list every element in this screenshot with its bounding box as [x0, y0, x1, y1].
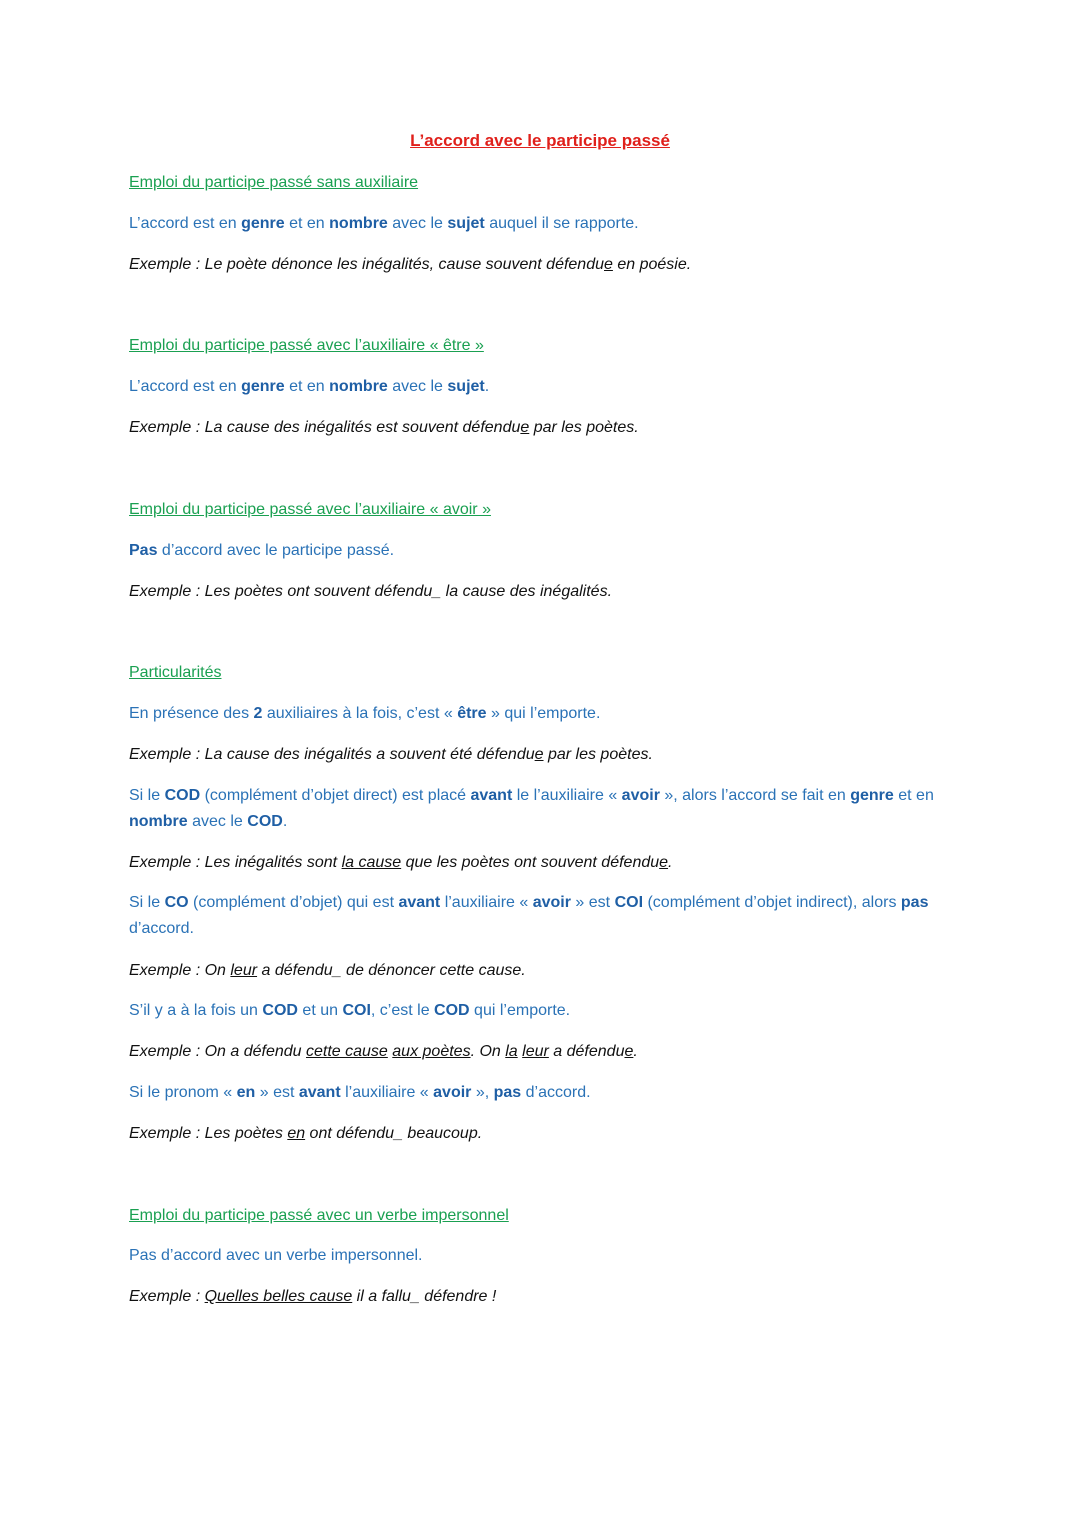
- example-avoir: Exemple : Les poètes ont souvent défendu_ la cause des inégalités.: [129, 583, 613, 600]
- example-impersonnel: Exemple : Quelles belles cause il a fallu_ défendre !: [129, 1288, 497, 1305]
- example-cod-avant: Exemple : Les inégalités sont la cause que les poètes ont souvent défendue.: [129, 854, 673, 871]
- example-sans-auxiliaire: Exemple : Le poète dénonce les inégalités, cause souvent défendue en poésie.: [129, 256, 692, 273]
- section-heading-impersonnel: Emploi du participe passé avec un verbe impersonnel: [129, 1207, 509, 1224]
- page-title: L’accord avec le participe passé: [410, 131, 670, 150]
- rule-deux-auxiliaires: En présence des 2 auxiliaires à la fois, c’est « être » qui l’emporte.: [129, 705, 601, 722]
- rule-pronom-en: Si le pronom « en » est avant l’auxiliaire « avoir », pas d’accord.: [129, 1084, 591, 1101]
- section-heading-avoir: Emploi du participe passé avec l’auxiliaire « avoir »: [129, 501, 491, 518]
- section-heading-sans-auxiliaire: Emploi du participe passé sans auxiliaire: [129, 174, 419, 191]
- rule-cod-et-coi: S’il y a à la fois un COD et un COI, c’est le COD qui l’emporte.: [129, 1002, 571, 1019]
- section-heading-particularites: Particularités: [129, 664, 222, 681]
- rule-sans-auxiliaire: L’accord est en genre et en nombre avec le sujet auquel il se rapporte.: [129, 215, 639, 232]
- example-coi-avant: Exemple : On leur a défendu_ de dénoncer cette cause.: [129, 962, 526, 979]
- rule-impersonnel: Pas d’accord avec un verbe impersonnel.: [129, 1247, 423, 1264]
- rule-avoir: Pas d’accord avec le participe passé.: [129, 542, 395, 559]
- rule-coi-avant: Si le CO (complément d’objet) qui est avant l’auxiliaire « avoir » est COI (complément d’objet indirect), alors pas d’accord.: [129, 894, 929, 937]
- example-cod-et-coi: Exemple : On a défendu cette cause aux poètes. On la leur a défendue.: [129, 1043, 638, 1060]
- example-pronom-en: Exemple : Les poètes en ont défendu_ beaucoup.: [129, 1125, 483, 1142]
- rule-etre: L’accord est en genre et en nombre avec le sujet.: [129, 378, 490, 395]
- rule-cod-avant: Si le COD (complément d’objet direct) est placé avant le l’auxiliaire « avoir », alors l’accord se fait en genre et en nombre avec le COD.: [129, 787, 934, 830]
- example-deux-auxiliaires: Exemple : La cause des inégalités a souvent été défendue par les poètes.: [129, 746, 653, 763]
- section-heading-etre: Emploi du participe passé avec l’auxiliaire « être »: [129, 337, 484, 354]
- example-etre: Exemple : La cause des inégalités est souvent défendue par les poètes.: [129, 419, 639, 436]
